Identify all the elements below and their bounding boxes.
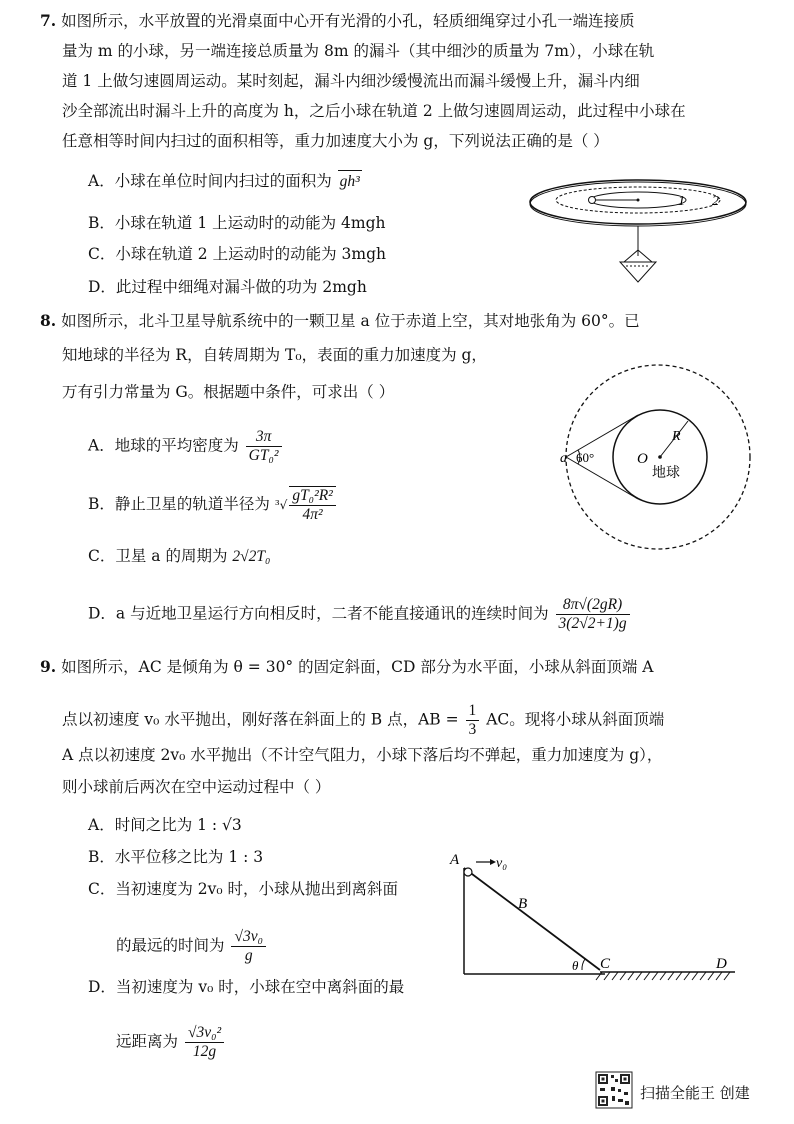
q9-option-c[interactable]	[88, 878, 398, 900]
q8-option-b-fraction	[289, 486, 336, 524]
q8-stem-line3: 万有引力常量为 G。根据题中条件，可求出（ ）	[62, 383, 395, 401]
q8-option-c-expr: 2√2T₀	[232, 548, 271, 565]
q9-stem-line2	[62, 702, 664, 739]
q7-option-a-expr: gh³	[338, 170, 362, 193]
q7-stem-line5: 任意相等时间内扫过的面积相等，重力加速度大小为 g，下列说法正确的是（ ）	[62, 132, 609, 150]
q9-option-a[interactable]: A．时间之比为 1 : √3	[88, 816, 242, 834]
scanner-watermark-text: 扫描全能王 创建	[640, 1084, 750, 1102]
q7-option-b[interactable]: B．小球在轨道 1 上运动时的动能为 4mgh	[88, 214, 386, 232]
q9-fig-label-theta: θ	[572, 958, 579, 973]
q7-text-1: 如图所示，水平放置的光滑桌面中心开有光滑的小孔，轻质细绳穿过小孔一端连接质	[61, 12, 635, 30]
q7-option-a[interactable]	[88, 170, 362, 193]
q8-figure	[560, 365, 760, 560]
q7-stem-line3: 道 1 上做匀速圆周运动。某时刻起，漏斗内细沙缓慢流出而漏斗缓慢上升，漏斗内细	[62, 72, 640, 90]
q7-stem-line1	[40, 10, 635, 32]
q8-fig-label-R: R	[672, 429, 681, 444]
q8-option-d-fraction	[556, 596, 630, 633]
q9-fig-label-C: C	[600, 956, 611, 972]
q8-option-b-num: gT₀²R²	[289, 487, 336, 506]
q9-fig-label-B: B	[518, 896, 528, 912]
q7-fig-label-2: 2	[712, 194, 719, 209]
q9-stem-line4: 则小球前后两次在空中运动过程中（ ）	[62, 778, 331, 796]
q9-option-d-fraction	[185, 1024, 224, 1061]
qr-code-icon	[596, 1072, 632, 1108]
q9-fraction-den: 3	[468, 721, 477, 738]
q9-option-d-den: 12g	[192, 1043, 217, 1060]
q8-option-d-text: D．a 与近地卫星运行方向相反时，二者不能直接通讯的连续时间为	[88, 604, 549, 623]
q9-option-c-text2: 的最远的时间为	[116, 936, 225, 955]
q8-option-b-text: B．静止卫星的轨道半径为	[88, 495, 270, 513]
q8-fig-label-a: a	[560, 451, 567, 466]
q9-stem-line1	[40, 656, 653, 678]
q8-option-a-den: GT₀²	[248, 447, 279, 464]
q8-option-a[interactable]	[88, 428, 284, 465]
q7-option-a-text: A．小球在单位时间内扫过的面积为	[88, 172, 332, 190]
q7-stem-line2: 量为 m 的小球，另一端连接总质量为 8m 的漏斗（其中细沙的质量为 7m），小球在轨	[62, 42, 655, 60]
q8-number: 8.	[40, 311, 57, 330]
q8-option-a-text: A．地球的平均密度为	[88, 436, 239, 455]
q9-option-d-num: √3v₀²	[185, 1024, 224, 1043]
q8-stem-line1	[40, 310, 640, 332]
q8-option-d-den: 3(2√2+1)g	[558, 615, 627, 632]
q7-stem-line4: 沙全部流出时漏斗上升的高度为 h，之后小球在轨道 2 上做匀速圆周运动，此过程中小球在	[62, 102, 686, 120]
q8-option-d[interactable]	[88, 596, 632, 633]
q9-option-d-text: D．当初速度为 v₀ 时，小球在空中离斜面的最	[88, 978, 405, 996]
q7-option-d[interactable]: D．此过程中细绳对漏斗做的功为 2mgh	[88, 278, 367, 296]
q9-option-c-line2	[116, 928, 268, 965]
q8-option-d-num: 8π√(2gR)	[556, 596, 630, 615]
q9-number: 9.	[40, 657, 57, 676]
q9-option-d-text2: 远距离为	[116, 1032, 179, 1051]
q8-fig-angle: 60°	[576, 450, 595, 465]
q8-fig-label-earth: 地球	[652, 465, 680, 481]
q9-figure	[450, 848, 750, 988]
q9-stem-line3: A 点以初速度 2v₀ 水平抛出（不计空气阻力，小球下落后均不弹起，重力加速度为 g），	[62, 746, 663, 764]
q9-fraction-ab	[466, 702, 480, 739]
q8-option-c-text: C．卫星 a 的周期为	[88, 547, 228, 565]
q9-fig-label-A: A	[450, 852, 460, 868]
q9-option-c-text: C．当初速度为 2v₀ 时，小球从抛出到离斜面	[88, 880, 399, 898]
q8-option-b-den: 4π²	[302, 506, 323, 523]
q9-fig-label-v0: v₀	[496, 856, 508, 871]
q8-option-a-num: 3π	[246, 428, 282, 447]
q7-option-c[interactable]: C．小球在轨道 2 上运动时的动能为 3mgh	[88, 245, 386, 263]
q8-text-1: 如图所示，北斗卫星导航系统中的一颗卫星 a 位于赤道上空，其对地张角为 60°。已	[61, 312, 640, 330]
q8-fig-label-O: O	[637, 451, 648, 467]
q9-option-c-num: √3v₀	[231, 928, 266, 947]
q9-text-2a: 点以初速度 v₀ 水平抛出，刚好落在斜面上的 B 点，AB =	[62, 710, 459, 729]
q8-option-c[interactable]	[88, 545, 270, 568]
q8-stem-line2: 知地球的半径为 R，自转周期为 T₀，表面的重力加速度为 g，	[62, 346, 487, 364]
q9-fig-label-D: D	[716, 956, 727, 972]
q9-option-d-line2	[116, 1024, 226, 1061]
q8-option-b[interactable]: B．静止卫星的轨道半径为 ³√ $\frac{\text{gT₀²R²}}{\text{4π²}}$	[88, 486, 338, 524]
q9-fraction-num: 1	[466, 702, 480, 721]
q9-text-1: 如图所示，AC 是倾角为 θ = 30° 的固定斜面，CD 部分为水平面，小球从斜面顶端 A	[61, 658, 654, 676]
q7-figure	[520, 170, 760, 300]
q9-option-b[interactable]: B．水平位移之比为 1 : 3	[88, 848, 264, 866]
q7-fig-label-1: 1	[678, 194, 685, 209]
q7-number: 7.	[40, 11, 57, 30]
q9-text-2b: AC。现将小球从斜面顶端	[486, 710, 665, 729]
q8-option-a-fraction	[246, 428, 282, 465]
q9-option-c-fraction	[231, 928, 266, 965]
q9-option-d[interactable]	[88, 976, 404, 998]
q9-option-c-den: g	[244, 947, 253, 964]
